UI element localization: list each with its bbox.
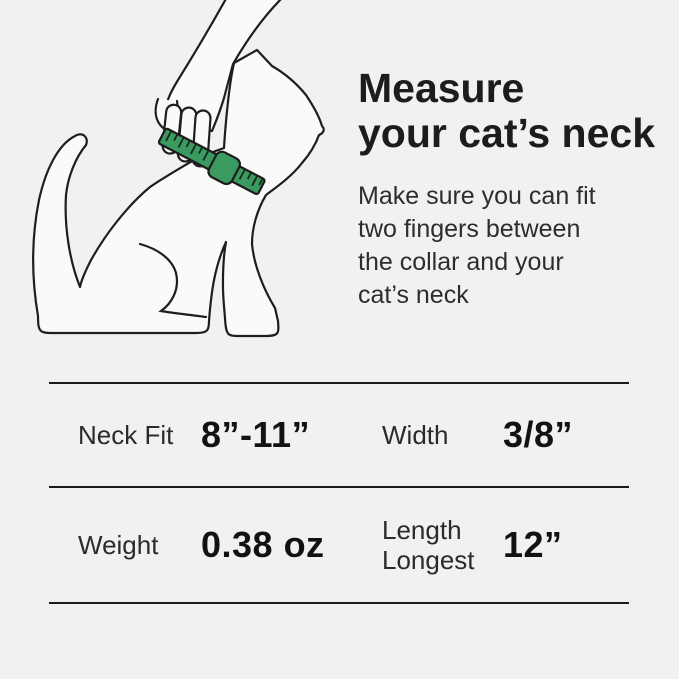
- neck-fit-value: 8”-11”: [201, 414, 311, 455]
- cat-measure-illustration: [0, 0, 400, 380]
- instruction-line-2: two fingers between: [358, 215, 581, 243]
- length-label-line-1: Length: [382, 515, 462, 545]
- title-line-2: your cat’s neck: [358, 110, 656, 156]
- spec-row-2: [49, 486, 629, 602]
- arm-hand: [166, 0, 283, 131]
- finger: [162, 104, 182, 154]
- cat-outline: [33, 50, 323, 336]
- instruction-line-4: cat’s neck: [358, 281, 469, 309]
- measuring-tape: [156, 123, 268, 200]
- neck-fit-label: Neck Fit: [78, 420, 174, 450]
- instruction-line-1: Make sure you can fit: [358, 182, 596, 210]
- tape-band: [158, 128, 265, 195]
- length-longest-label: [382, 515, 503, 575]
- spec-table: [49, 382, 629, 604]
- spec-row-1: [49, 382, 629, 486]
- length-label-line-2: Longest: [382, 545, 475, 575]
- page-title: [358, 66, 655, 156]
- width-value: 3/8”: [503, 414, 574, 455]
- finger: [177, 107, 197, 162]
- instruction-text: [358, 180, 596, 312]
- cat-thigh-line: [140, 244, 206, 317]
- weight-value: 0.38 oz: [201, 524, 325, 565]
- weight-label: Weight: [78, 530, 159, 560]
- length-longest-value: 12”: [503, 524, 563, 565]
- finger: [192, 110, 211, 167]
- width-label: Width: [382, 420, 449, 450]
- title-line-1: Measure: [358, 65, 525, 111]
- thumb: [156, 99, 178, 130]
- tape-buckle: [206, 149, 242, 186]
- instruction-line-3: the collar and your: [358, 248, 564, 276]
- tape-ticks: [166, 132, 262, 189]
